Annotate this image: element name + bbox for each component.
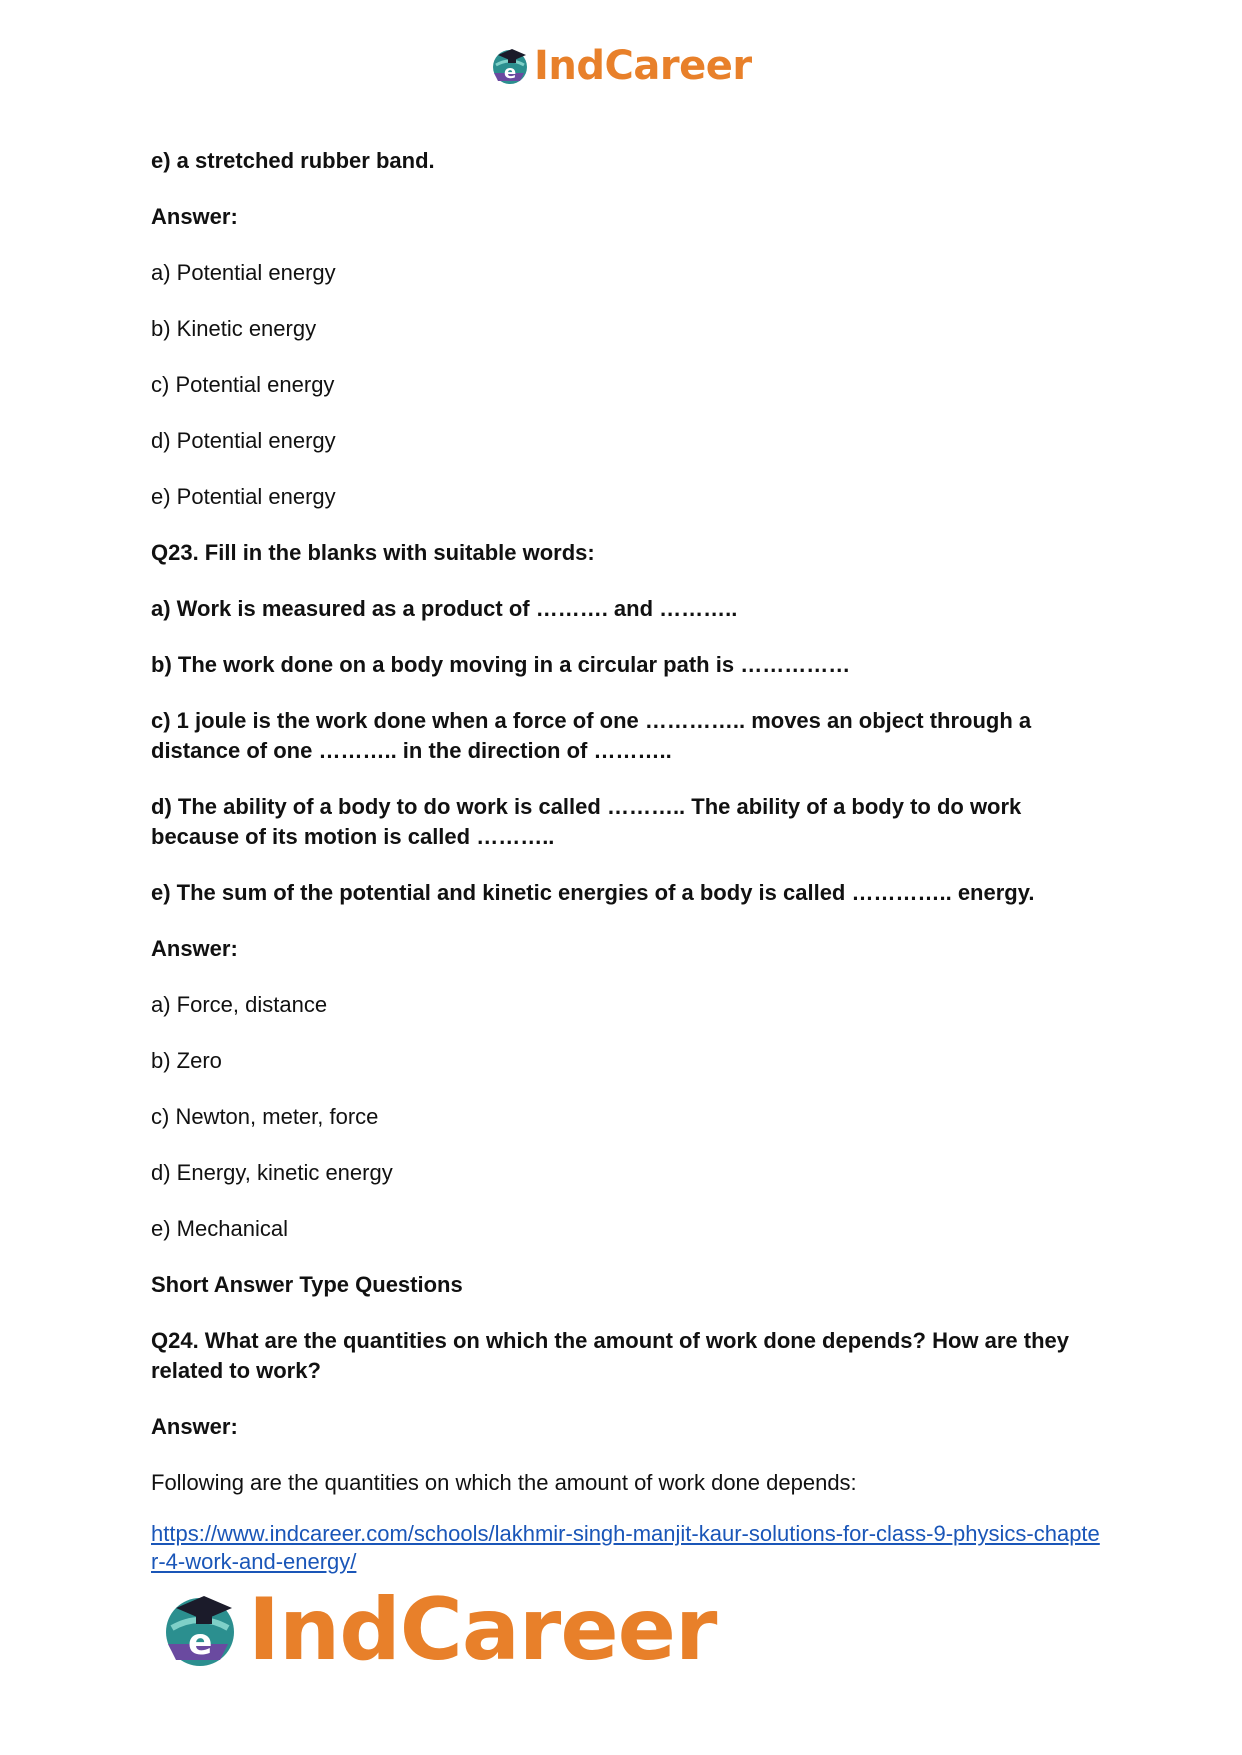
source-link[interactable]: https://www.indcareer.com/schools/lakhmir-singh-manjit-kaur-solutions-for-class-9-physics-chapter-4-work-and-energy/	[151, 1521, 1100, 1574]
brand-name: IndCareer	[534, 43, 752, 89]
header-logo	[490, 44, 752, 88]
question-heading: Q24. What are the quantities on which the amount of work done depends? How are they related to work?	[151, 1328, 1069, 1383]
question-item: e) The sum of the potential and kinetic energies of a body is called ………….. energy.	[151, 880, 1035, 905]
svg-text:e: e	[188, 1622, 213, 1663]
answer-item: a) Potential energy	[151, 260, 336, 285]
section-heading: Short Answer Type Questions	[151, 1272, 463, 1297]
document-body	[151, 146, 1101, 1576]
answer-item: d) Potential energy	[151, 428, 336, 453]
brand-name: IndCareer	[248, 1580, 717, 1680]
question-item: a) Work is measured as a product of ………. and ………..	[151, 596, 738, 621]
question-item: d) The ability of a body to do work is called ……….. The ability of a body to do work because of its motion is called ………..	[151, 794, 1022, 849]
answer-item: d) Energy, kinetic energy	[151, 1160, 393, 1185]
answer-item: b) Kinetic energy	[151, 316, 317, 341]
question-item: b) The work done on a body moving in a circular path is ……………	[151, 652, 851, 677]
answer-item: a) Force, distance	[151, 992, 328, 1017]
graduation-cap-globe-book-icon	[490, 45, 532, 87]
answer-item: e) Mechanical	[151, 1216, 288, 1241]
answer-item: c) Newton, meter, force	[151, 1104, 379, 1129]
graduation-cap-globe-book-icon	[160, 1588, 244, 1672]
answer-item: e) Potential energy	[151, 484, 336, 509]
answer-item: c) Potential energy	[151, 372, 335, 397]
answer-text: Following are the quantities on which the amount of work done depends:	[151, 1470, 857, 1495]
question-part-e: e) a stretched rubber band.	[151, 148, 435, 173]
answer-item: b) Zero	[151, 1048, 222, 1073]
answer-heading: Answer:	[151, 1414, 238, 1439]
svg-text:e: e	[504, 62, 517, 83]
question-item: c) 1 joule is the work done when a force of one ………….. moves an object through a distance of one ……….. in the direction of ………..	[151, 708, 1032, 763]
question-heading: Q23. Fill in the blanks with suitable words:	[151, 540, 595, 565]
answer-heading: Answer:	[151, 204, 238, 229]
answer-heading: Answer:	[151, 936, 238, 961]
footer-logo	[160, 1580, 717, 1680]
